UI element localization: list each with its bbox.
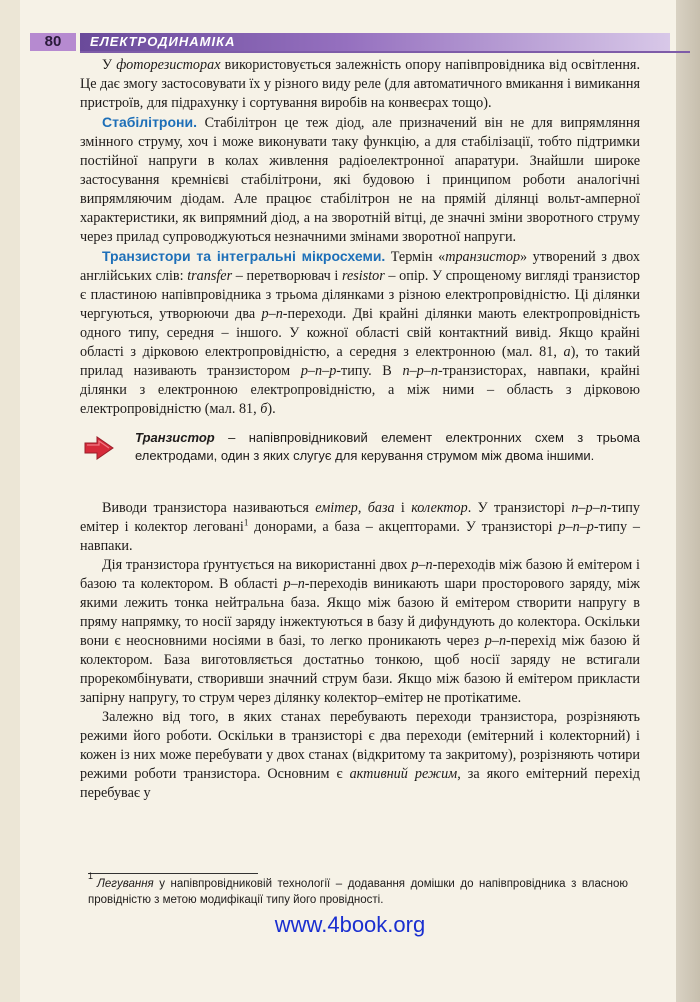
definition-box [80,429,640,487]
term: p–n [283,576,305,592]
definition-term: Транзистор [135,430,215,445]
text: , за якого емітерний перехід перебуває у [80,766,640,801]
text: Стабілітрон це теж діод, але призначений він не для випрямляння змінного струму, хоч і може виконувати таку функцію, а для стабілізації, тобто підтримки постійної напруги в колах живлення радіоелектронної апаратури. Знайшли широке застосування кремнієві стабілітрони, які будовою і принципом роботи аналогічні випрямляючим діодам. Але працює стабілітрон не на прямій ділянці вольт-амперної характеристики, як випрямний діод, а на зворотній вітці, де значні зміни зворотного струму через прилад супроводжуються незначними змінами зворотної напруги. [80,115,640,245]
term: resistor [341,268,385,284]
text: донорами, а база – акцепторами. У транзисторі [248,519,559,535]
watermark-link[interactable]: www.4book.org [274,912,426,937]
text: і [394,500,412,516]
text: -переходів між базою й емітером і базою та колектором. В області [80,557,640,592]
term: колектор [411,500,468,516]
text: -типу. В [336,363,403,379]
text: -переходів виникають шари просторового заряду, між якими лежить тонка нейтральна база. Якщо між базою й емітером створити напругу в пряму напрямку, то носії заряду інжектуються в базу й дифундують до колектора. Оскільки вони є неосновними носіями в базі, то легко проникають через [80,576,640,649]
term: p–n [484,633,507,649]
term: а [563,344,571,360]
paragraph-operation [80,556,640,708]
footnote-text: у напівпровідниковій технології – додавання домішки до напівпровідника з власною провідністю з метою модифікації типу його провідності. [88,878,628,906]
text: . У транзисторі [467,500,572,516]
heading-stabilitrons: Стабілітрони. [102,114,197,130]
text: ), то такий прилад називають транзистором [80,344,640,379]
term: транзистор [445,249,521,265]
text: -переходи. Дві крайні ділянки мають електропровідність одного типу, середня – іншого. У кожної області свій контактний вивід. Якщо крайні області з дірковою електропровідністю, а середня з електронною (мал. 81, [80,306,640,360]
text: ). [267,401,276,417]
text: Дія транзистора ґрунтується на використанні двох [102,557,412,573]
header-rule [80,51,690,53]
term: n–p–n [571,500,607,516]
text: » утворений з двох англійських слів: [80,249,640,284]
arrow-pointer-icon [83,435,115,461]
paragraph-transistors [80,247,640,419]
heading-transistors: Транзистори та інтегральні мікросхеми. [102,248,386,264]
paragraph-photoresistors [80,56,640,113]
footnote [88,871,628,908]
text: -перехід між базою й колектором. База виготовляється достатньо тонкою, щоб носії заряду не встигали прорекомбінувати, створивши значний струм бази. Якщо між базою й емітером прикласти запірну напругу, то струм через ділянку колектор–емітер не протікатиме. [80,633,640,706]
term-photoresistors: фоторезисторах [116,57,221,73]
paragraph-terminals [80,499,640,556]
text: – опір. У спрощеному вигляді транзистор є пластиною напівпровідника з трьома ділянками з різною електропровідністю. Ці ділянки чергуються, утворюючи два [80,268,641,322]
section-title: ЕЛЕКТРОДИНАМІКА [90,34,236,49]
term: p–n–p [558,519,594,535]
page-edge-shadow [676,0,700,1002]
term: n–p–n [402,363,438,379]
term: емітер [315,500,358,516]
text: – перетворювач і [232,268,342,284]
definition-text [135,429,640,465]
term: p–n–p [300,363,337,379]
term: б [260,401,268,417]
text: Виводи транзистора називаються [102,500,316,516]
footnote-ref: 1 [243,517,249,528]
term: transfer [187,268,233,284]
paragraph-modes [80,708,640,803]
text: -типу емітер і колектор леговані [80,500,640,535]
text: -типу – навпаки. [80,519,640,554]
paragraph-stabilitrons [80,113,640,247]
footnote-mark: 1 [88,871,94,881]
text: – напівпровідниковий елемент електронних схем з трьома електродами, один з яких слугує для керування струмом між двома іншими. [135,430,640,463]
page-content [80,56,640,803]
term: активний режим [349,766,458,782]
text: Залежно від того, в яких станах перебувають переходи транзистора, розрізняють режими його роботи. Оскільки в транзисторі є два переходи (емітерний і колекторний) і кожен із них може перебувати у двох станах (відкритому та закритому), розрізняють чотири режими роботи транзистора. Основним є [80,709,640,782]
text: У [102,57,117,73]
text: використовується залежність опору напівпровідника від освітлення. Це дає змогу застосовувати їх у різного виду реле (для автоматичного вмикання і вимикання пристроїв, для підрахунку і сортування виробів на конвеєрах тощо). [80,57,641,111]
page-header [20,32,680,52]
term: база [367,500,395,516]
text: Термін « [385,249,446,265]
page-number: 80 [30,33,76,51]
footnote-term: Легування [97,878,154,890]
term: p–n [261,306,283,322]
term: p–n [411,557,433,573]
text: -транзисторах, навпаки, крайні ділянки з електронною електропровідністю, а між ними – область з дірковою електропровідністю (мал. 81, [80,363,640,417]
footnote-divider [88,873,258,874]
text: , [357,500,368,516]
